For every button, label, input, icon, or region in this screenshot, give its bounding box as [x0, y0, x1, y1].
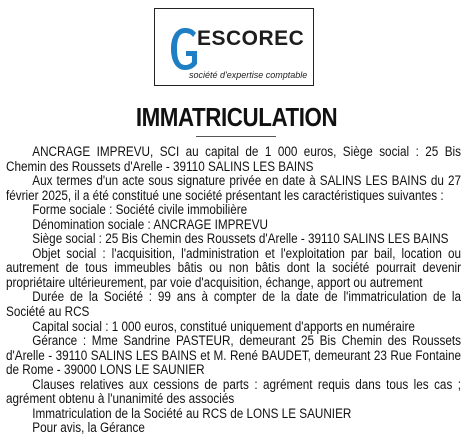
- paragraph-purpose: Objet social : l'acquisition, l'administration et l'exploitation par bail, location ou autrement de tous immeubles bâtis ou non bâtis dont la société pourrait devenir propriétaire ultérieurement, par voie d'acquisition, échange, apport ou autrement: [6, 245, 461, 290]
- paragraph-capital: Capital social : 1 000 euros, constitué uniquement d'apports en numéraire: [32, 318, 415, 334]
- logo-g-icon: [169, 27, 199, 71]
- page-title: IMMATRICULATION: [135, 102, 338, 132]
- logo-name: ESCOREC: [197, 27, 305, 50]
- notice-body: [6, 145, 461, 436]
- paragraph-share-transfer: Clauses relatives aux cessions de parts : agrément requis dans tous les cas ; agrément obtenu à l'unanimité des associés: [6, 376, 461, 407]
- paragraph-management: Gérance : Mme Sandrine PASTEUR, demeurant 25 Bis Chemin des Roussets d'Arelle - 39110 SALINS LES BAINS et M. René BAUDET, demeurant 23 Rue Fontaine de Rome - 39000 LONS LE SAUNIER: [6, 333, 461, 378]
- paragraph-legal-form: Forme sociale : Société civile immobilière: [32, 202, 248, 218]
- paragraph-registration: Immatriculation de la Société au RCS de LONS LE SAUNIER: [32, 405, 352, 421]
- paragraph-name: Dénomination sociale : ANCRAGE IMPREVU: [32, 216, 268, 232]
- title-divider: [196, 136, 276, 137]
- paragraph-company: ANCRAGE IMPREVU, SCI au capital de 1 000 euros, Siège social : 25 Bis Chemin des Roussets d'Arelle - 39110 SALINS LES BAINS: [6, 144, 461, 174]
- company-logo: [154, 8, 314, 86]
- paragraph-deed: Aux termes d'un acte sous signature privée en date à SALINS LES BAINS du 27 février 2025, il a été constitué une société présentant les caractéristiques suivantes :: [6, 173, 461, 203]
- logo-tagline: société d'expertise comptable: [189, 70, 308, 80]
- paragraph-signature: Pour avis, la Gérance: [32, 420, 145, 436]
- paragraph-head-office: Siège social : 25 Bis Chemin des Roussets d'Arelle - 39110 SALINS LES BAINS: [32, 231, 449, 247]
- paragraph-duration: Durée de la Société : 99 ans à compter de la date de l'immatriculation de la Société au RCS: [6, 289, 461, 320]
